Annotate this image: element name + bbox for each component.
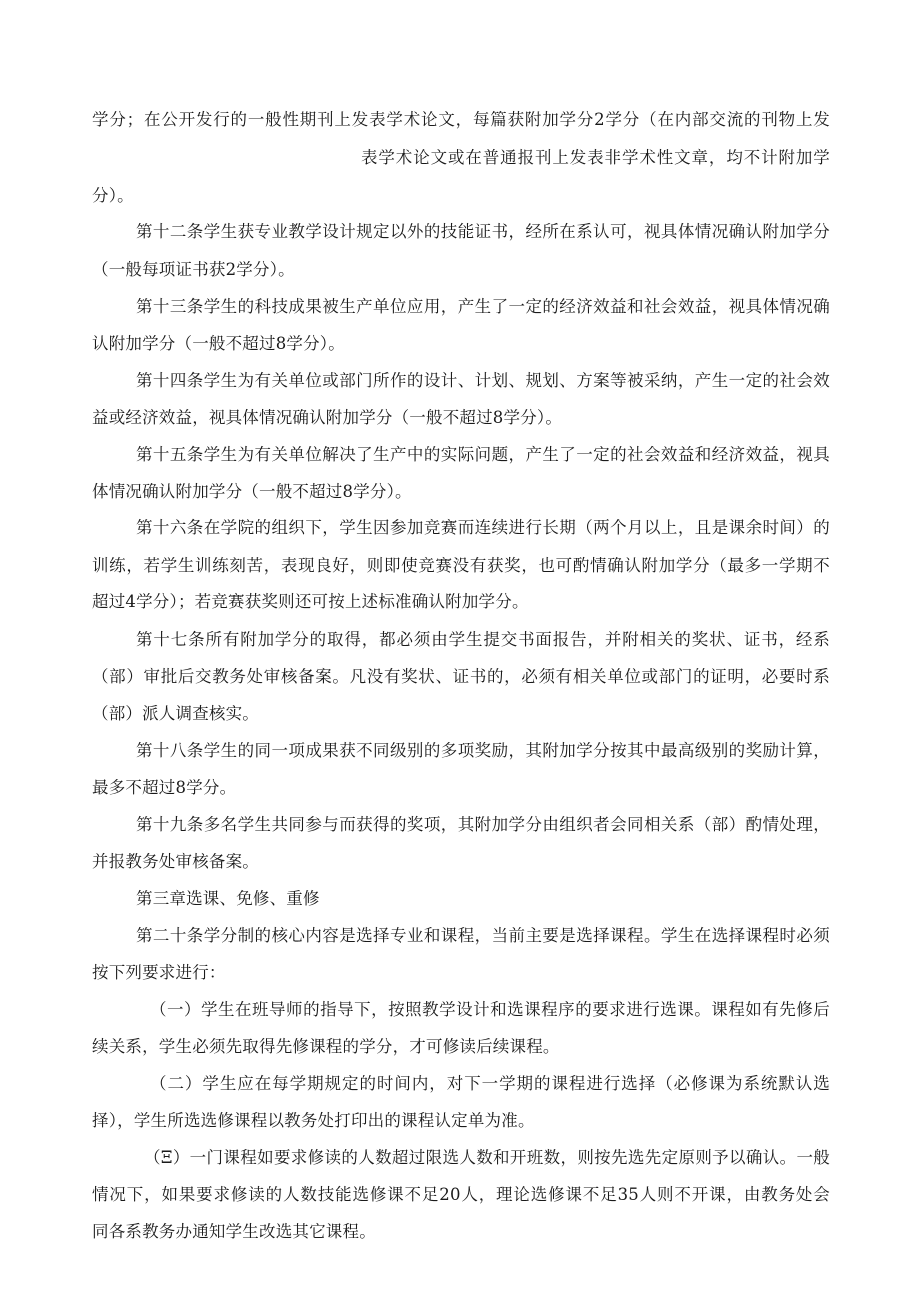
paragraph-15-line-1: 第十五条学生为有关单位解决了生产中的实际问题，产生了一定的社会效益和经济效益，视具 [136, 445, 830, 464]
item-1-line-1: （一）学生在班导师的指导下，按照教学设计和选课程序的要求进行选课。课程如有先修后 [150, 1000, 830, 1019]
chapter-heading: 第三章选课、免修、重修 [136, 889, 320, 908]
paragraph-12-line-1: 第十二条学生获专业教学设计规定以外的技能证书，经所在系认可，视具体情况确认附加学分 [136, 222, 830, 241]
item-1-line-2: 续关系，学生必须先取得先修课程的学分，才可修读后续课程。 [92, 1037, 560, 1056]
paragraph-13-line-1: 第十三条学生的科技成果被生产单位应用，产生了一定的经济效益和社会效益，视具体情况确 [136, 297, 830, 316]
paragraph-14-line-1: 第十四条学生为有关单位或部门所作的设计、计划、规划、方案等被采纳，产生一定的社会效 [136, 371, 830, 390]
paragraph-16-line-2: 训练，若学生训练刻苦，表现良好，则即使竞赛没有获奖，也可酌情确认附加学分（最多一学期不 [92, 556, 830, 575]
paragraph-20-line-1: 第二十条学分制的核心内容是选择专业和课程，当前主要是选择课程。学生在选择课程时必须 [136, 926, 830, 945]
item-3-line-3: 同各系教务办通知学生改选其它课程。 [92, 1222, 376, 1241]
item-3-line-2: 情况下，如果要求修读的人数技能选修课不足20人，理论选修课不足35人则不开课，由教务处会 [92, 1185, 830, 1204]
paragraph-13-line-2: 认附加学分（一般不超过8学分）。 [92, 334, 345, 353]
paragraph-20-line-2: 按下列要求进行： [92, 963, 226, 982]
paragraph-19-line-2: 并报教务处审核备案。 [92, 852, 259, 871]
paragraph-16-line-3: 超过4学分）；若竞赛获奖则还可按上述标准确认附加学分。 [92, 592, 529, 611]
paragraph-16-line-1: 第十六条在学院的组织下，学生因参加竞赛而连续进行长期（两个月以上，且是课余时间）的 [136, 518, 830, 537]
item-3-line-1: （Ξ）一门课程如要求修读的人数超过限选人数和开班数，则按先选先定原则予以确认。一般 [144, 1148, 830, 1167]
paragraph-17-line-3: （部）派人调查核实。 [92, 704, 259, 723]
paragraph-12-line-2: （一般每项证书获2学分）。 [92, 260, 295, 279]
paragraph-17-line-1: 第十七条所有附加学分的取得，都必须由学生提交书面报告，并附相关的奖状、证书，经系 [136, 630, 830, 649]
item-2-line-1: （二）学生应在每学期规定的时间内，对下一学期的课程进行选择（必修课为系统默认选 [150, 1074, 830, 1093]
text-line: 分）。 [92, 186, 134, 205]
paragraph-18-line-2: 最多不超过8学分。 [92, 778, 237, 797]
paragraph-19-line-1: 第十九条多名学生共同参与而获得的奖项，其附加学分由组织者会同相关系（部）酌情处理， [136, 815, 830, 834]
text-line: 表学术论文或在普通报刊上发表非学术性文章，均不计附加学 [361, 148, 830, 167]
item-2-line-2: 择），学生所选选修课程以教务处打印出的课程认定单为准。 [92, 1111, 535, 1130]
paragraph-15-line-2: 体情况确认附加学分（一般不超过8学分）。 [92, 482, 412, 501]
text-line: 学分；在公开发行的一般性期刊上发表学术论文，每篇获附加学分2学分（在内部交流的刊物上发 [92, 110, 830, 129]
paragraph-14-line-2: 益或经济效益，视具体情况确认附加学分（一般不超过8学分）。 [92, 408, 563, 427]
paragraph-18-line-1: 第十八条学生的同一项成果获不同级别的多项奖励，其附加学分按其中最高级别的奖励计算， [136, 741, 830, 760]
paragraph-17-line-2: （部）审批后交教务处审核备案。凡没有奖状、证书的，必须有相关单位或部门的证明，必要时系 [92, 667, 830, 686]
